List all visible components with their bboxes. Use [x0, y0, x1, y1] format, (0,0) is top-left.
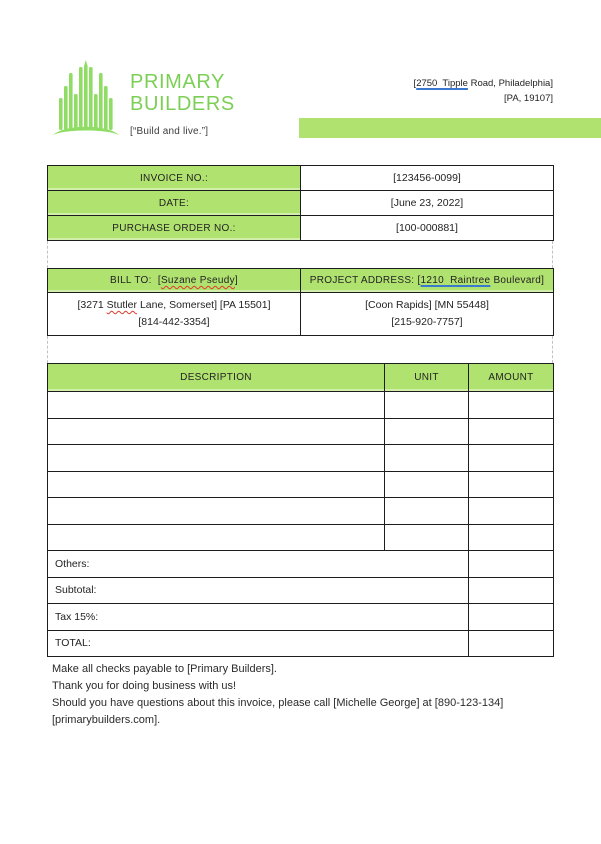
total-row: [48, 630, 554, 657]
total-label: TOTAL:: [48, 630, 469, 657]
parties-body-row: [48, 293, 554, 336]
brand-line1: PRIMARY: [130, 71, 225, 93]
item-description-cell[interactable]: [48, 524, 385, 551]
purchase-order-row: [48, 216, 554, 241]
tax-label: Tax 15%:: [48, 604, 469, 631]
bill-to-name: Suzane Pseudy: [160, 275, 235, 286]
others-amount-cell[interactable]: [469, 551, 554, 578]
bill-to-header: BILL TO: [Suzane Pseudy]: [48, 269, 301, 293]
header-accent-bar: [299, 118, 601, 138]
item-row: [48, 392, 554, 419]
invoice-number-label: INVOICE NO.:: [48, 166, 301, 191]
purchase-order-value[interactable]: [100-000881]: [301, 216, 554, 241]
website-note: [primarybuilders.com].: [52, 714, 161, 726]
subtotal-amount-cell[interactable]: [469, 577, 554, 604]
invoice-date-row: [48, 191, 554, 216]
brand-name: [130, 71, 235, 115]
invoice-content: [47, 165, 553, 729]
thank-you-note: Thank you for doing business with us!: [52, 680, 237, 692]
subtotal-label: Subtotal:: [48, 577, 469, 604]
brand-tagline: [“Build and live.”]: [130, 126, 209, 137]
invoice-info-table: [47, 165, 554, 241]
project-address-link-text[interactable]: 1210 Raintree: [420, 275, 491, 286]
total-amount-cell[interactable]: [469, 630, 554, 657]
item-amount-cell[interactable]: [469, 524, 554, 551]
tax-amount-cell[interactable]: [469, 604, 554, 631]
purchase-order-label: PURCHASE ORDER NO.:: [48, 216, 301, 241]
company-address: [414, 76, 553, 106]
invoice-number-row: [48, 166, 554, 191]
company-address-line1: [2750 Tipple Road, Philadelphia]: [413, 78, 553, 89]
item-description-cell[interactable]: [48, 471, 385, 498]
address-link-text[interactable]: 2750 Tipple: [416, 78, 468, 89]
item-unit-cell[interactable]: [385, 445, 469, 472]
item-unit-cell[interactable]: [385, 498, 469, 525]
item-row: [48, 445, 554, 472]
item-row: [48, 524, 554, 551]
item-amount-cell[interactable]: [469, 471, 554, 498]
subtotal-row: [48, 577, 554, 604]
item-unit-cell[interactable]: [385, 418, 469, 445]
others-row: [48, 551, 554, 578]
item-unit-cell[interactable]: [385, 524, 469, 551]
parties-header-row: [48, 269, 554, 293]
item-unit-cell[interactable]: [385, 471, 469, 498]
amount-column-header: AMOUNT: [469, 364, 554, 392]
item-row: [48, 471, 554, 498]
item-description-cell[interactable]: [48, 418, 385, 445]
unit-column-header: UNIT: [385, 364, 469, 392]
bill-to-line1: [3271 Stutler Lane, Somerset] [PA 15501]: [77, 299, 271, 311]
bill-to-phone: [814-442-3354]: [138, 316, 210, 328]
project-address-phone: [215-920-7757]: [391, 316, 463, 328]
others-label: Others:: [48, 551, 469, 578]
bill-to-details: [48, 293, 301, 336]
bill-to-street-word: Stutler: [106, 299, 138, 311]
description-column-header: DESCRIPTION: [48, 364, 385, 392]
item-description-cell[interactable]: [48, 445, 385, 472]
item-row: [48, 418, 554, 445]
items-header-row: [48, 364, 554, 392]
page-header: [0, 0, 601, 165]
item-row: [48, 498, 554, 525]
company-address-line2: [PA, 19107]: [504, 93, 553, 104]
item-amount-cell[interactable]: [469, 445, 554, 472]
questions-note: Should you have questions about this invoice, please call [Michelle George] at [890-123-134]: [52, 697, 504, 709]
invoice-number-value[interactable]: [123456-0099]: [301, 166, 554, 191]
item-amount-cell[interactable]: [469, 418, 554, 445]
brand-line2: BUILDERS: [130, 93, 235, 115]
items-table: [47, 363, 554, 657]
item-amount-cell[interactable]: [469, 498, 554, 525]
project-address-line1: [Coon Rapids] [MN 55448]: [365, 299, 489, 311]
item-description-cell[interactable]: [48, 498, 385, 525]
builders-logo-icon: [52, 58, 122, 142]
project-address-details: [301, 293, 554, 336]
tax-row: [48, 604, 554, 631]
invoice-footer-notes: [52, 661, 553, 729]
checks-payable-note: Make all checks payable to [Primary Builders].: [52, 663, 277, 675]
parties-table: [47, 268, 554, 336]
project-address-header: PROJECT ADDRESS: [1210 Raintree Boulevard]: [301, 269, 554, 293]
gridline-spacer-1: [47, 241, 553, 268]
gridline-spacer-2: [47, 336, 553, 363]
item-description-cell[interactable]: [48, 392, 385, 419]
invoice-date-value[interactable]: [June 23, 2022]: [301, 191, 554, 216]
invoice-date-label: DATE:: [48, 191, 301, 216]
item-amount-cell[interactable]: [469, 392, 554, 419]
item-unit-cell[interactable]: [385, 392, 469, 419]
